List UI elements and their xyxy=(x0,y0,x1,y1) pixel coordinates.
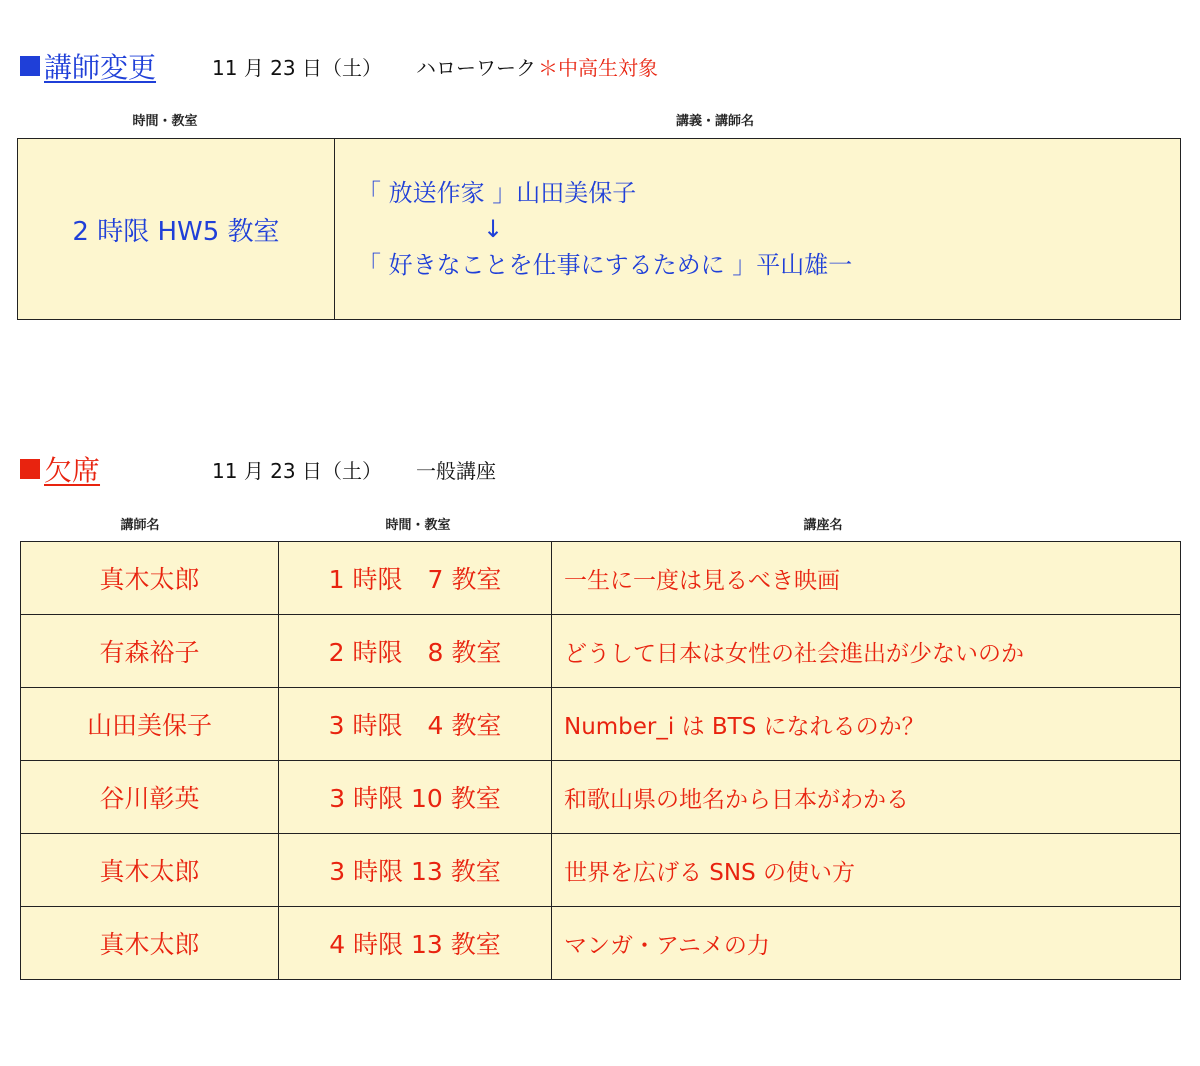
red-square-icon xyxy=(20,459,40,479)
time-room-cell: 2 時限 HW5 教室 xyxy=(18,139,335,320)
section-note: ＊中高生対象 xyxy=(538,55,658,80)
time-room-cell: 3 時限 10 教室 xyxy=(279,761,552,834)
time-room-cell: 1 時限 7 教室 xyxy=(279,542,552,615)
teacher-cell: 真木太郎 xyxy=(21,907,279,980)
section-title: 講師変更 xyxy=(44,51,157,84)
down-arrow-icon: ↓ xyxy=(483,215,504,243)
course-title-cell: 和歌山県の地名から日本がわかる xyxy=(552,761,1181,834)
instructor-change-table xyxy=(17,138,1181,320)
teacher-cell: 真木太郎 xyxy=(21,834,279,907)
section-title: 欠席 xyxy=(44,454,101,487)
section-date: 11 月 23 日（土） xyxy=(212,458,382,483)
column-label-course: 講座名 xyxy=(803,518,843,533)
column-label-time: 時間・教室 xyxy=(385,518,451,533)
teacher-cell: 有森裕子 xyxy=(21,615,279,688)
table-row xyxy=(21,542,1181,615)
section-date: 11 月 23 日（土） xyxy=(212,55,382,80)
column-label-lecture: 講義・講師名 xyxy=(675,114,754,129)
table-row xyxy=(21,615,1181,688)
course-title-cell: 一生に一度は見るべき映画 xyxy=(552,542,1181,615)
course-title-cell: 世界を広げる SNS の使い方 xyxy=(552,834,1181,907)
teacher-cell: 谷川彰英 xyxy=(21,761,279,834)
absence-table xyxy=(20,541,1181,980)
time-room-cell: 3 時限 4 教室 xyxy=(279,688,552,761)
lecture-cell xyxy=(335,139,1181,320)
teacher-cell: 山田美保子 xyxy=(21,688,279,761)
table-row xyxy=(21,761,1181,834)
time-room-cell: 4 時限 13 教室 xyxy=(279,907,552,980)
section-event: ハローワーク xyxy=(416,55,536,80)
teacher-cell: 真木太郎 xyxy=(21,542,279,615)
table-row xyxy=(21,834,1181,907)
table-row xyxy=(21,688,1181,761)
column-label-time: 時間・教室 xyxy=(132,114,198,129)
course-title-cell: どうして日本は女性の社会進出が少ないのか xyxy=(552,615,1181,688)
table-row xyxy=(21,907,1181,980)
blue-square-icon xyxy=(20,56,40,76)
section-header-absence xyxy=(20,449,496,489)
course-title-cell: Number_i は BTS になれるのか？ xyxy=(552,688,1181,761)
column-label-teacher: 講師名 xyxy=(120,518,160,533)
course-title-cell: マンガ・アニメの力 xyxy=(552,907,1181,980)
table-row xyxy=(18,139,1181,320)
time-room-cell: 2 時限 8 教室 xyxy=(279,615,552,688)
section-event: 一般講座 xyxy=(416,458,496,483)
original-lecture: 「 放送作家 」山田美保子 xyxy=(357,179,637,207)
time-room-cell: 3 時限 13 教室 xyxy=(279,834,552,907)
replacement-lecture: 「 好きなことを仕事にするために 」平山雄一 xyxy=(357,251,853,279)
section-header-instructor-change xyxy=(20,46,658,86)
